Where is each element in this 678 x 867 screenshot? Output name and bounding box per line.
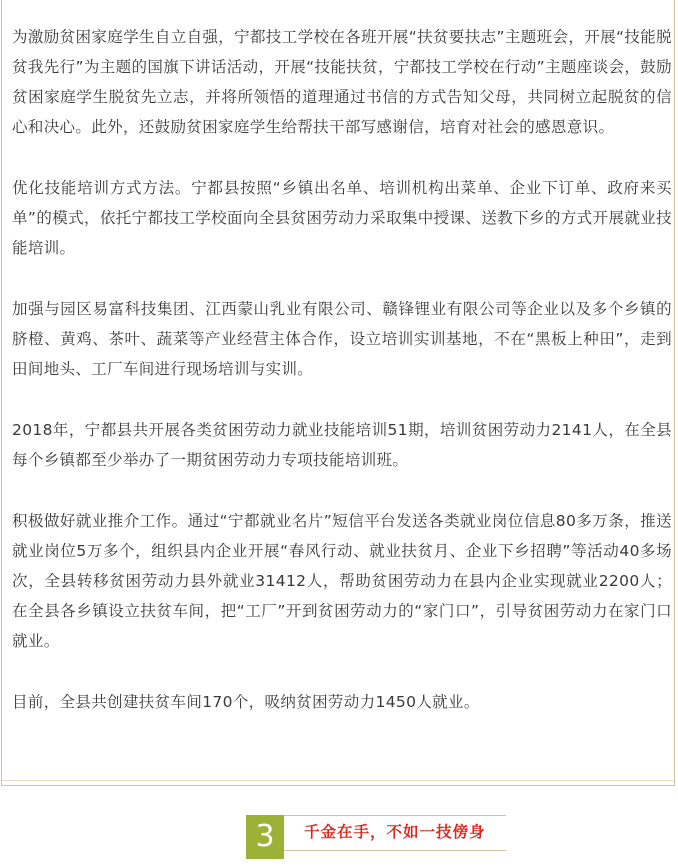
paragraph-training-methods: 优化技能培训方式方法。宁都县按照“乡镇出名单、培训机构出菜单、企业下订单、政府来买单”的模式，依托宁都技工学校面向全县贫困劳动力采取集中授课、送教下乡的方式开展就业技能培训。	[12, 179, 672, 257]
frame-inner-rule	[2, 780, 674, 781]
paragraph-poverty-workshops: 目前，全县共创建扶贫车间170个，吸纳贫困劳动力1450人就业。	[12, 693, 480, 711]
section-heading	[246, 815, 508, 859]
paragraph-student-motivation: 为激励贫困家庭学生自立自强，宁都技工学校在各班开展“扶贫要扶志”主题班会，开展“技能脱贫我先行”为主题的国旗下讲话活动，开展“技能扶贫，宁都技工学校在行动”主题座谈会，鼓励贫困家庭学生脱贫先立志，并将所领悟的道理通过书信的方式告知父母，共同树立起脱贫的信心和决心。此外，还鼓励贫困家庭学生给帮扶干部写感谢信，培育对社会的感恩意识。	[12, 28, 672, 136]
article-frame	[1, 0, 675, 786]
paragraph-employment-promotion: 积极做好就业推介工作。通过“宁都就业名片”短信平台发送各类就业岗位信息80多万条，推送就业岗位5万多个，组织县内企业开展“春风行动、就业扶贫月、企业下乡招聘”等活动40多场次，全县转移贫困劳动力县外就业31412人，帮助贫困劳动力在县内企业实现就业2200人；在全县各乡镇设立扶贫车间，把“工厂”开到贫困劳动力的“家门口”，引导贫困劳动力在家门口就业。	[12, 512, 672, 650]
section-number-badge: 3	[246, 815, 284, 859]
article-body	[12, 22, 672, 748]
paragraph-enterprise-cooperation: 加强与园区易富科技集团、江西蒙山乳业有限公司、赣锋锂业有限公司等企业以及多个乡镇的脐橙、黄鸡、茶叶、蔬菜等产业经营主体合作，设立培训实训基地，不在“黑板上种田”，走到田间地头、工厂车间进行现场培训与实训。	[12, 300, 672, 378]
section-title: 千金在手，不如一技傍身	[304, 823, 486, 841]
paragraph-2018-statistics: 2018年，宁都县共开展各类贫困劳动力就业技能培训51期，培训贫困劳动力2141人，在全县每个乡镇都至少举办了一期贫困劳动力专项技能培训班。	[12, 421, 672, 469]
